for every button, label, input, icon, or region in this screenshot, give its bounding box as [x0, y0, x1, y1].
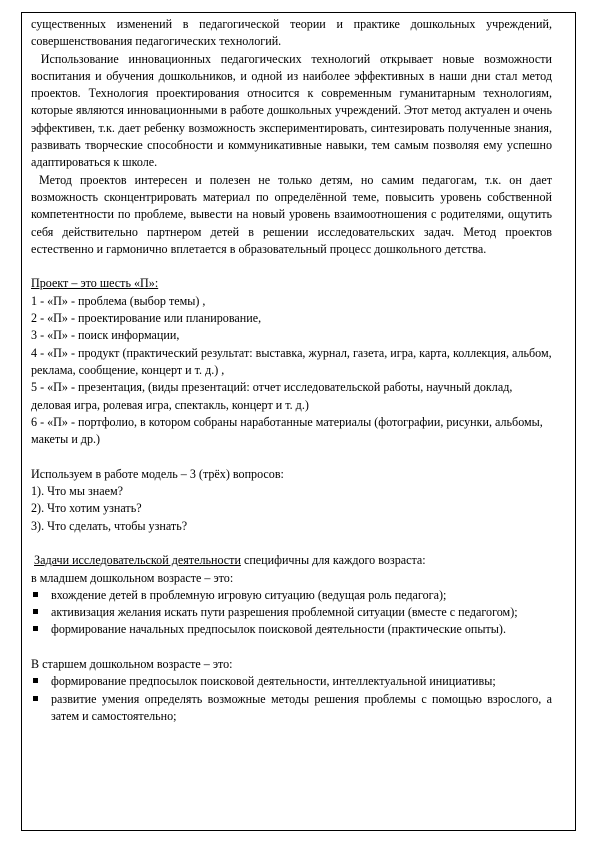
tasks-heading-rest: специфичны для каждого возраста:: [240, 553, 426, 568]
square-bullet-icon: [33, 609, 38, 614]
intro-paragraph-3: Метод проектов интересен и полезен не только детям, но самим педагогам, т.к. он дает возможность сконцентрировать материал по определённой теме, повысить уровень собственной компетентности по проблеме, вывести на новый уровень взаимоотношения с родителями, ощутить себя действительно партнером детей в решении исследовательских задач. Метод проектов естественно и гармонично вплетается в образовательный процесс дошкольного детства.: [31, 172, 556, 256]
document-body: [31, 16, 556, 725]
square-bullet-icon: [33, 626, 38, 631]
model-question-3: 3). Что сделать, чтобы узнать?: [31, 518, 188, 533]
project-heading: Проект – это шесть «П»:: [31, 276, 159, 291]
project-item-1: 1 - «П» - проблема (выбор темы) ,: [31, 293, 206, 308]
tasks-heading: [31, 552, 552, 569]
square-bullet-icon: [33, 592, 38, 597]
list-item: активизация желания искать пути разрешения проблемной ситуации (вместе с педагогом);: [31, 604, 552, 621]
model-intro: Используем в работе модель – 3 (трёх) вопросов:: [31, 466, 284, 481]
list-item: развитие умения определять возможные методы решения проблемы с помощью взрослого, а затем и самостоятельно;: [31, 691, 552, 726]
square-bullet-icon: [33, 678, 38, 683]
list-item: формирование начальных предпосылок поисковой деятельности (практические опыты).: [31, 621, 552, 638]
senior-tasks-list: [31, 673, 552, 725]
senior-age-label: В старшем дошкольном возрасте – это:: [31, 656, 233, 671]
junior-age-label: в младшем дошкольном возрасте – это:: [31, 570, 234, 585]
model-question-2: 2). Что хотим узнать?: [31, 501, 142, 516]
junior-tasks-list: [31, 587, 552, 639]
project-item-6: 6 - «П» - портфолио, в котором собраны наработанные материалы (фотографии, рисунки, альбомы, макеты и др.): [31, 414, 543, 447]
list-item: вхождение детей в проблемную игровую ситуацию (ведущая роль педагога);: [31, 587, 552, 604]
square-bullet-icon: [33, 696, 38, 701]
project-item-4: 4 - «П» - продукт (практический результат: выставка, журнал, газета, игра, карта, коллекция, альбом, реклама, сообщение, концерт и т. д.) ,: [31, 345, 552, 377]
list-item: формирование предпосылок поисковой деятельности, интеллектуальной инициативы;: [31, 673, 552, 690]
model-question-1: 1). Что мы знаем?: [31, 484, 123, 499]
project-item-2: 2 - «П» - проектирование или планирование,: [31, 311, 262, 326]
project-item-3: 3 - «П» - поиск информации,: [31, 328, 180, 343]
intro-paragraph-1: существенных изменений в педагогической теории и практике дошкольных учреждений, совершенствования педагогических технологий.: [31, 17, 552, 49]
tasks-heading-underlined: Задачи исследовательской деятельности: [34, 553, 241, 568]
project-item-5: 5 - «П» - презентация, (виды презентаций: отчет исследовательской работы, научный доклад, деловая игра, ролевая игра, спектакль, концерт и т. д.): [31, 380, 513, 412]
intro-paragraph-2: Использование инновационных педагогических технологий открывает новые возможности воспитания и обучения дошкольников, и одной из наиболее эффективных в наши дни стал метод проектов. Технология проектирования относится к современным гуманитарным технологиям, которые являются инновационными в работе дошкольных учреждений. Этот метод актуален и очень эффективен, т.к. дает ребенку возможность экспериментировать, синтезировать полученные знания, развивать творческие способности и коммуникативные навыки, тем самым позволяя ему успешно адаптироваться к школе.: [31, 51, 556, 170]
